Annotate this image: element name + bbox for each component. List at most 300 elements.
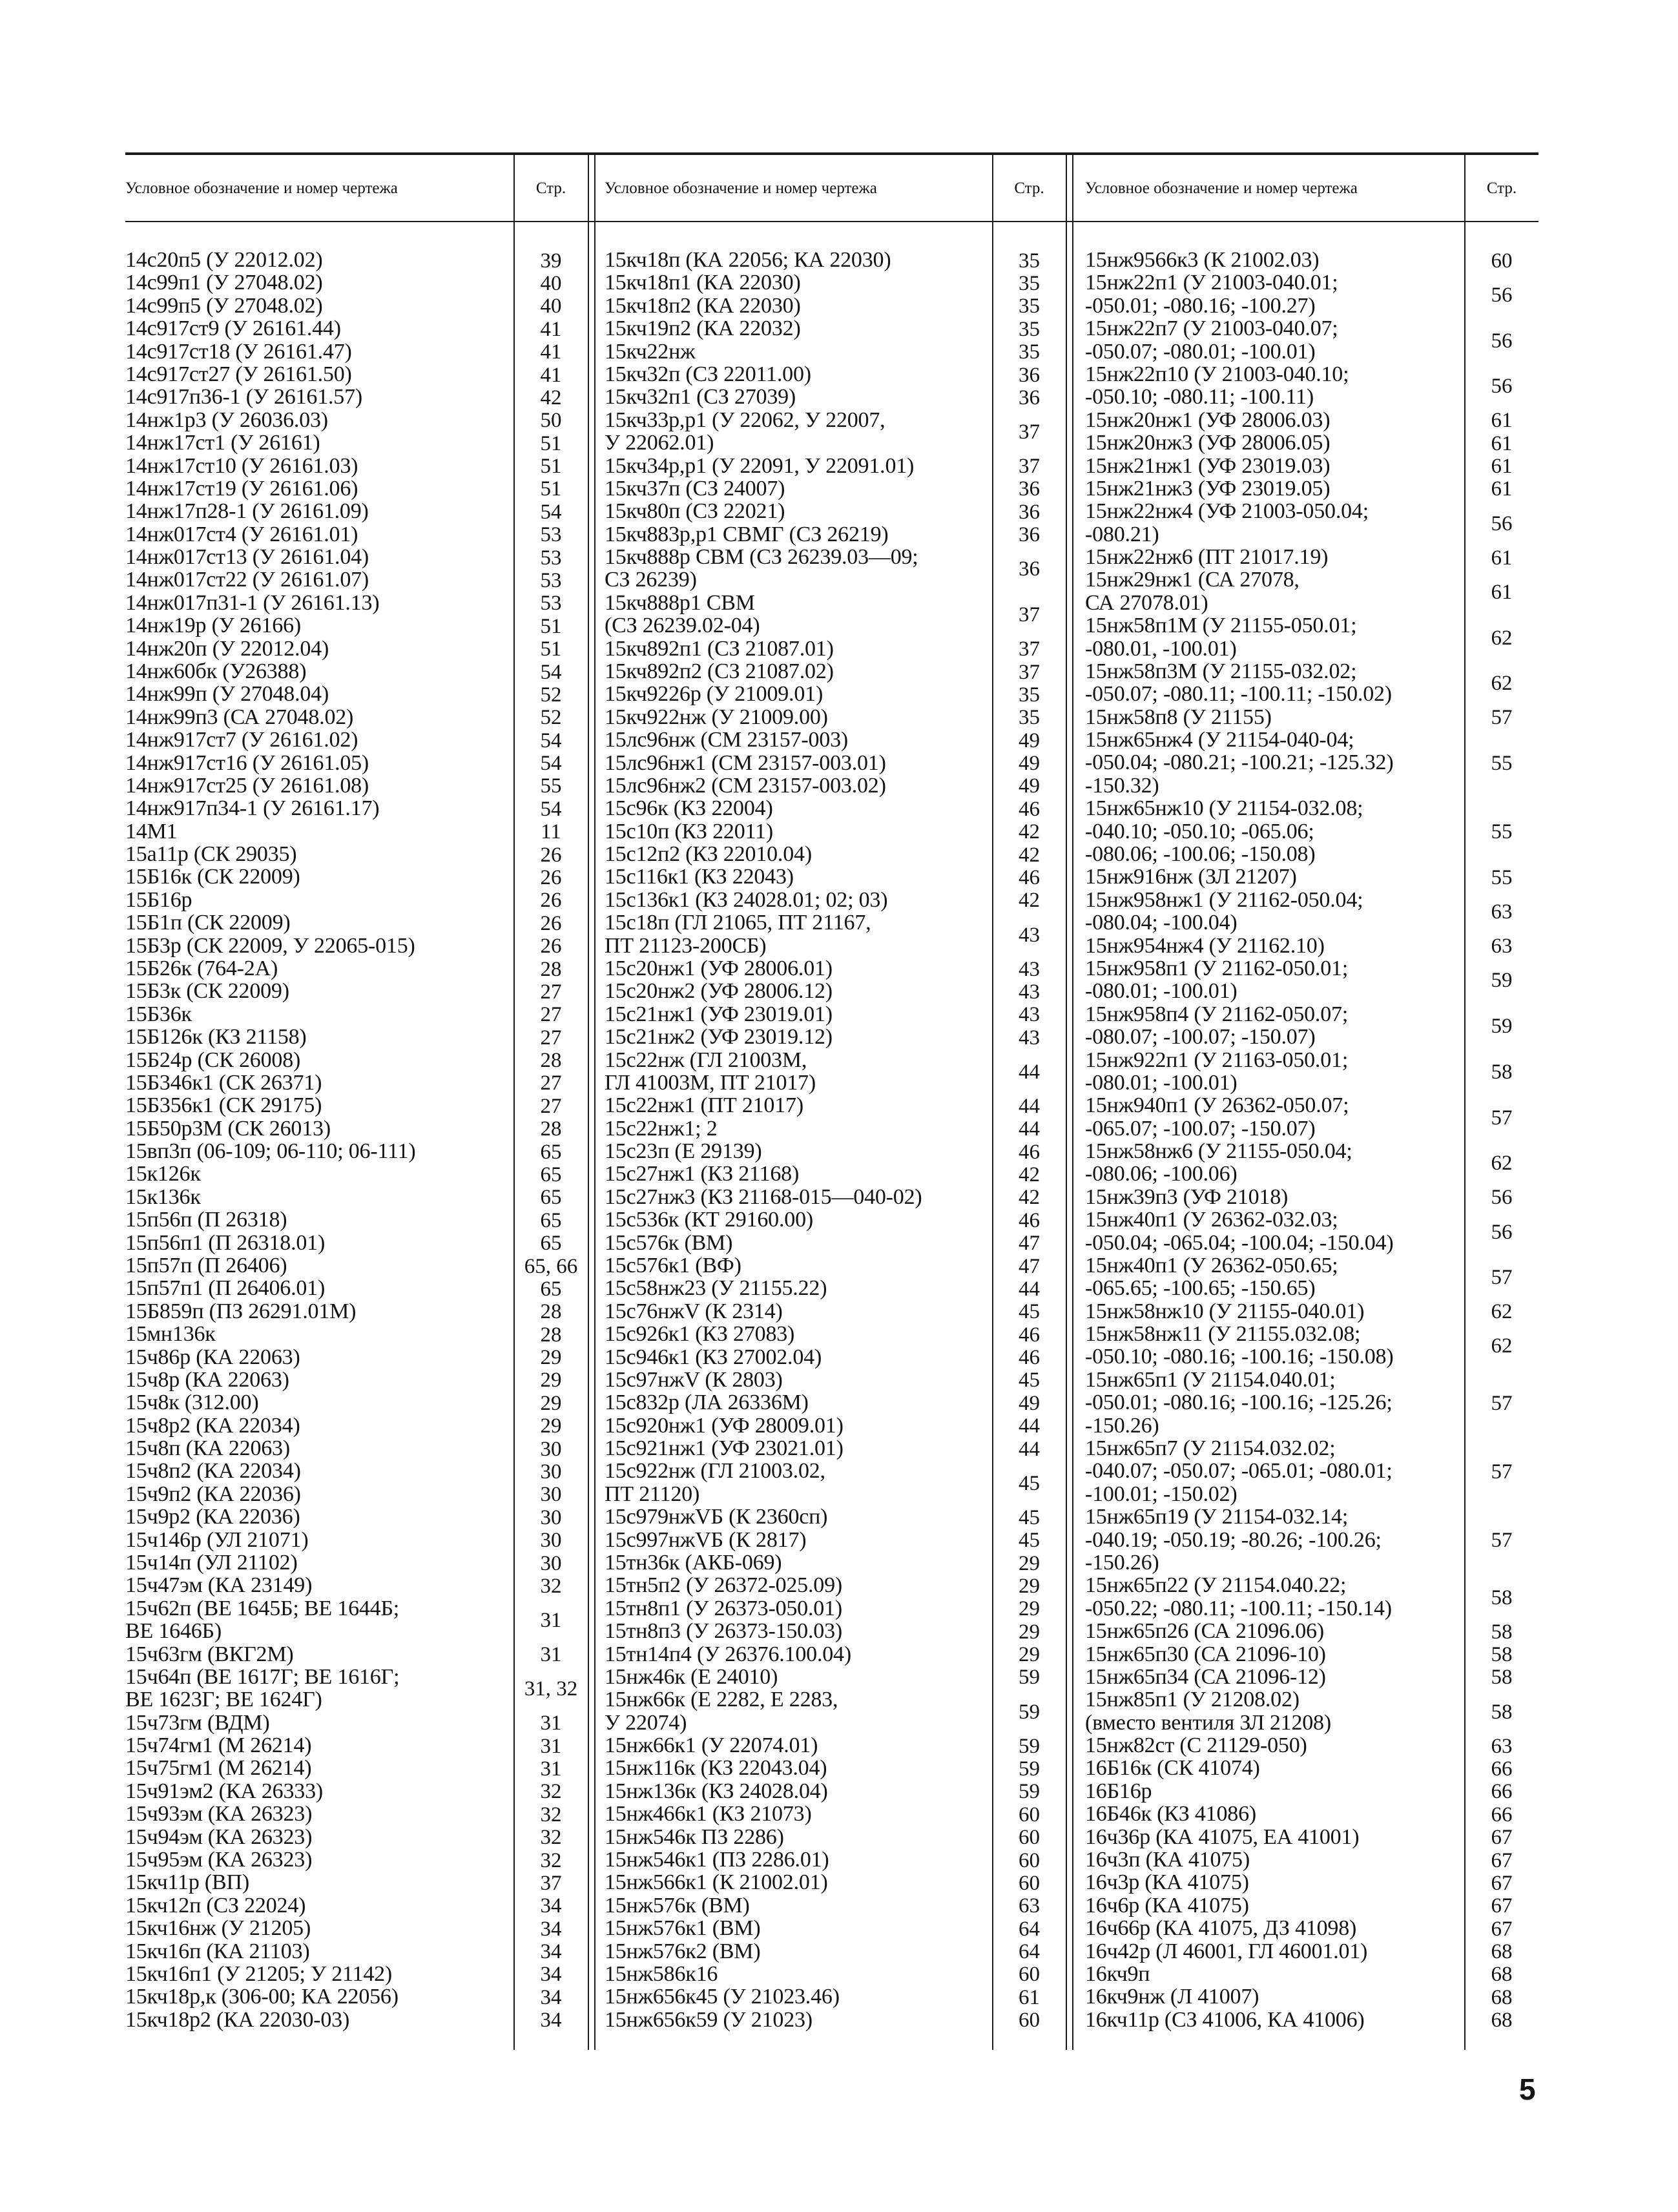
entry-page: 59 (1491, 969, 1513, 993)
entry-designation: 15нж65п26 (СА 21096.06) (1085, 1619, 1324, 1644)
entry-designation: 15нж21нж3 (УФ 23019.05) (1085, 476, 1331, 501)
entry-page: 30 (540, 1437, 562, 1461)
header-bottom-rule (125, 221, 1538, 222)
entry-designation: 16кч11р (СЗ 41006, КА 41006) (1085, 2007, 1365, 2032)
entry-designation: 14с917ст9 (У 26161.44) (125, 316, 341, 341)
entry-page: 58 (1491, 1620, 1513, 1644)
entry-page: 64 (1019, 1917, 1040, 1941)
entry-page: 61 (1491, 546, 1513, 570)
entry-designation: 15с926к1 (КЗ 27083) (605, 1322, 795, 1347)
index-row (125, 1575, 588, 1597)
entry-page: 61 (1491, 431, 1513, 455)
entry-designation: 15ч8п2 (КА 22034) (125, 1459, 301, 1483)
index-row (605, 1689, 1066, 1735)
index-row (605, 1004, 1066, 1026)
index-row (125, 661, 588, 683)
entry-page: 36 (1019, 363, 1040, 387)
page-number: 5 (1519, 2072, 1536, 2106)
index-row (125, 318, 588, 340)
entry-designation: 15нж916нж (ЗЛ 21207) (1085, 865, 1297, 889)
entry-designation: -080.06; -100.06; -150.08) (1085, 842, 1316, 866)
entry-page: 62 (1491, 1300, 1513, 1324)
entry-designation: 15нж65нж4 (У 21154-040-04; (1085, 728, 1354, 752)
entry-designation: 14М1 (125, 819, 178, 843)
entry-designation: -080.01, -100.01) (1085, 636, 1237, 661)
entry-designation: 15с21нж1 (УФ 23019.01) (605, 1002, 833, 1026)
entry-designation: 15нж22п7 (У 21003-040.07; (1085, 316, 1338, 341)
entry-page: 26 (540, 911, 562, 935)
entry-designation: 15ч9р2 (КА 22036) (125, 1505, 300, 1529)
entry-designation: ПТ 21123-200СБ) (605, 933, 767, 958)
col1-outer-divider-b (594, 152, 596, 2050)
entry-designation: 16кч9нж (Л 41007) (1085, 1985, 1259, 2009)
entry-page: 39 (540, 249, 562, 273)
entry-designation: 15с58нж23 (У 21155.22) (605, 1276, 827, 1301)
index-row (1085, 1620, 1538, 1643)
entry-page: 35 (1019, 272, 1040, 296)
index-row (605, 386, 1066, 409)
col2-title-header: Условное обозначение и номер чертежа (605, 180, 877, 197)
entry-designation: 15кч16нж (У 21205) (125, 1916, 311, 1941)
entry-page: 28 (540, 1049, 562, 1073)
entry-page: 60 (1019, 1826, 1040, 1850)
index-row (605, 2009, 1066, 2032)
entry-page: 32 (540, 1803, 562, 1826)
entry-designation: 15нж58нж6 (У 21155-050.04; (1085, 1139, 1352, 1163)
entry-page: 30 (540, 1551, 562, 1575)
entry-page: 27 (540, 1094, 562, 1118)
entry-designation: 16ч6р (КА 41075) (1085, 1893, 1249, 1917)
col2-outer-divider-b (1072, 152, 1073, 2050)
entry-designation: 15ч146р (УЛ 21071) (125, 1527, 309, 1552)
entry-page: 37 (1019, 455, 1040, 479)
entry-page: 41 (540, 363, 562, 387)
entry-page: 59 (1019, 1734, 1040, 1758)
entry-designation: 15Б356к1 (СК 29175) (125, 1093, 322, 1118)
entry-designation: 14с99п5 (У 27048.02) (125, 293, 323, 318)
entry-designation: 16ч3р (КА 41075) (1085, 1870, 1249, 1895)
entry-designation: 15ч8п (КА 22063) (125, 1436, 290, 1460)
entry-page: 64 (1019, 1940, 1040, 1964)
index-row (125, 1049, 588, 1072)
index-row (605, 1506, 1066, 1529)
entry-page: 31 (540, 1734, 562, 1758)
entry-designation: (вместо вентиля ЗЛ 21208) (1085, 1710, 1331, 1735)
entry-page: 28 (540, 1300, 562, 1324)
entry-designation: 15с22нж1 (ПТ 21017) (605, 1093, 803, 1118)
index-row (125, 1483, 588, 1506)
entry-designation: 15кч18р,к (306-00; КА 22056) (125, 1985, 399, 2009)
entry-page: 31 (540, 1609, 562, 1633)
index-row (125, 683, 588, 706)
index-row (605, 1963, 1066, 1986)
entry-designation: 15лс96нж1 (СМ 23157-003.01) (605, 750, 886, 775)
entry-page: 61 (1491, 455, 1513, 479)
index-row (605, 1895, 1066, 1917)
entry-page: 67 (1491, 1848, 1513, 1872)
entry-page: 36 (1019, 500, 1040, 524)
entry-page: 26 (540, 843, 562, 867)
entry-designation: 15Б16р (125, 887, 192, 912)
entry-designation: 15нж954нж4 (У 21162.10) (1085, 933, 1325, 958)
index-row (125, 1917, 588, 1940)
index-row (605, 866, 1066, 889)
entry-designation: -065.65; -100.65; -150.65) (1085, 1276, 1316, 1301)
entry-designation: 15ч8р (КА 22063) (125, 1367, 289, 1392)
entry-designation: 15п57п1 (П 26406.01) (125, 1276, 326, 1301)
entry-page: 27 (540, 1026, 562, 1049)
entry-page: 45 (1019, 1529, 1040, 1553)
entry-page: 45 (1019, 1505, 1040, 1529)
entry-page: 26 (540, 889, 562, 913)
entry-page: 60 (1019, 1803, 1040, 1826)
entry-designation: -080.04; -100.04) (1085, 911, 1238, 935)
entry-page: 27 (540, 1003, 562, 1027)
entry-page: 53 (540, 546, 562, 570)
index-row (1085, 798, 1538, 866)
entry-designation: -150.26) (1085, 1413, 1159, 1438)
entry-designation: 15ч62п (ВЕ 1645Б; ВЕ 1644Б; (125, 1596, 400, 1620)
entry-page: 49 (1019, 1391, 1040, 1415)
index-row (605, 1598, 1066, 1620)
index-row (1085, 1986, 1538, 2009)
entry-designation: 15мн136к (125, 1322, 216, 1347)
entry-designation: 14с20п5 (У 22012.02) (125, 248, 323, 272)
entry-page: 56 (1491, 1186, 1513, 1210)
entry-page: 35 (1019, 295, 1040, 318)
entry-designation: 14нж017ст13 (У 26161.04) (125, 545, 369, 569)
entry-designation: -100.01; -150.02) (1085, 1482, 1238, 1506)
entry-page: 61 (1019, 1985, 1040, 2009)
index-row (605, 707, 1066, 729)
entry-designation: 15кч18р2 (КА 22030-03) (125, 2007, 350, 2032)
index-row (605, 1026, 1066, 1049)
entry-page: 36 (1019, 523, 1040, 547)
entry-page: 37 (1019, 420, 1040, 444)
entry-page: 57 (1491, 1529, 1513, 1553)
entry-designation: 15ч93эм (КА 26323) (125, 1802, 313, 1826)
index-row (125, 455, 588, 478)
index-row (125, 409, 588, 432)
entry-page: 43 (1019, 957, 1040, 981)
index-row (605, 889, 1066, 912)
index-row (605, 1872, 1066, 1894)
entry-designation: 16Б16р (1085, 1779, 1152, 1803)
index-row (125, 1735, 588, 1757)
entry-page: 56 (1491, 512, 1513, 535)
entry-page: 55 (1491, 820, 1513, 844)
entry-designation: 15нж9566к3 (К 21002.03) (1085, 248, 1320, 272)
entry-designation: 14с99п1 (У 27048.02) (125, 271, 323, 295)
entry-designation: 14нж17ст1 (У 26161) (125, 431, 320, 455)
index-row (1085, 866, 1538, 889)
entry-page: 62 (1491, 1334, 1513, 1358)
entry-page: 44 (1019, 1117, 1040, 1141)
entry-designation: ВЕ 1646Б) (125, 1619, 222, 1644)
index-row (125, 524, 588, 546)
entry-designation: 15п57п (П 26406) (125, 1253, 287, 1277)
entry-page: 68 (1491, 1963, 1513, 1987)
entry-designation: -040.07; -050.07; -065.01; -080.01; (1085, 1459, 1393, 1483)
index-row (1085, 1141, 1538, 1186)
entry-designation: 15ч95эм (КА 26323) (125, 1847, 313, 1872)
entry-designation: 15нж958п4 (У 21162-050.07; (1085, 1002, 1349, 1026)
entry-designation: 14нж917ст25 (У 26161.08) (125, 773, 369, 798)
entry-designation: 14с917ст18 (У 26161.47) (125, 339, 352, 364)
entry-page: 46 (1019, 797, 1040, 821)
index-row (605, 1232, 1066, 1255)
entry-page: 45 (1019, 1300, 1040, 1324)
index-row (125, 1026, 588, 1049)
index-row (1085, 729, 1538, 798)
entry-designation: -080.06; -100.06) (1085, 1162, 1238, 1186)
index-row (605, 638, 1066, 661)
entry-designation: 15нж65п1 (У 21154.040.01; (1085, 1367, 1336, 1392)
entry-designation: 16ч42р (Л 46001, ГЛ 46001.01) (1085, 1939, 1368, 1963)
entry-page: 57 (1491, 1460, 1513, 1484)
entry-page: 52 (540, 706, 562, 730)
index-row (605, 1392, 1066, 1414)
index-row (1085, 501, 1538, 546)
index-row (125, 1232, 588, 1255)
index-row (125, 1506, 588, 1529)
entry-designation: -150.32) (1085, 773, 1159, 798)
entry-page: 30 (540, 1483, 562, 1507)
index-row (1085, 455, 1538, 478)
entry-designation: 14нж1р3 (У 26036.03) (125, 408, 328, 432)
index-row (1085, 546, 1538, 569)
entry-designation: 15нж546к ПЗ 2286) (605, 1824, 784, 1849)
entry-designation: 16Б16к (СК 41074) (1085, 1756, 1260, 1781)
index-row (605, 295, 1066, 318)
index-row (125, 432, 588, 455)
index-row (1085, 318, 1538, 364)
entry-designation: 15с10п (КЗ 22011) (605, 819, 773, 843)
index-row (605, 364, 1066, 386)
entry-page: 51 (540, 637, 562, 661)
entry-designation: -050.22; -080.11; -100.11; -150.14) (1085, 1596, 1392, 1620)
entry-designation: 15с97нжV (К 2803) (605, 1367, 783, 1392)
entry-page: 68 (1491, 1940, 1513, 1964)
index-row (1085, 615, 1538, 661)
entry-designation: -040.19; -050.19; -80.26; -100.26; (1085, 1527, 1382, 1552)
index-row (125, 1347, 588, 1369)
entry-designation: СА 27078.01) (1085, 590, 1208, 615)
index-row (125, 1895, 588, 1917)
index-row (125, 843, 588, 866)
entry-designation: 16ч3п (КА 41075) (1085, 1847, 1250, 1872)
entry-designation: 15кч32п (СЗ 22011.00) (605, 362, 811, 386)
index-row (125, 1712, 588, 1735)
index-row (1085, 1803, 1538, 1826)
entry-designation: 15тн8п3 (У 26373-150.03) (605, 1619, 842, 1644)
entry-page: 63 (1491, 1734, 1513, 1758)
entry-designation: 15нж546к1 (ПЗ 2286.01) (605, 1847, 829, 1872)
index-row (125, 546, 588, 569)
index-row (125, 1323, 588, 1346)
entry-designation: 15нж656к45 (У 21023.46) (605, 1985, 840, 2009)
index-row (1085, 958, 1538, 1004)
entry-designation: 15Б50р3М (СК 26013) (125, 1116, 331, 1141)
index-row (605, 1438, 1066, 1460)
index-row (605, 1323, 1066, 1346)
entry-page: 51 (540, 455, 562, 479)
entry-designation: 15ч64п (ВЕ 1617Г; ВЕ 1616Г; (125, 1664, 400, 1689)
index-row (125, 478, 588, 501)
entry-page: 54 (540, 752, 562, 776)
entry-page: 35 (1019, 340, 1040, 364)
entry-designation: -050.07; -080.11; -100.11; -150.02) (1085, 682, 1392, 707)
entry-designation: ВЕ 1623Г; ВЕ 1624Г) (125, 1688, 322, 1712)
entry-designation: -050.10; -080.11; -100.11) (1085, 385, 1314, 409)
entry-page: 59 (1019, 1700, 1040, 1724)
entry-page: 62 (1491, 1152, 1513, 1175)
entry-designation: ГЛ 41003М, ПТ 21017) (605, 1070, 816, 1095)
entry-designation: 16ч36р (КА 41075, ЕА 41001) (1085, 1824, 1360, 1849)
entry-designation: 14нж917ст16 (У 26161.05) (125, 750, 369, 775)
entry-page: 57 (1491, 706, 1513, 730)
entry-designation: 15нж566к1 (К 21002.01) (605, 1870, 828, 1895)
entry-designation: 15кч22нж (605, 339, 696, 364)
entry-designation: 15нж85п1 (У 21208.02) (1085, 1688, 1300, 1712)
entry-page: 46 (1019, 1323, 1040, 1347)
entry-page: 29 (1019, 1643, 1040, 1667)
entry-page: 67 (1491, 1894, 1513, 1918)
entry-designation: 15к136к (125, 1184, 201, 1209)
entry-designation: 15нж58нж11 (У 21155.032.08; (1085, 1322, 1361, 1347)
col3-page-header: Стр. (1486, 180, 1517, 197)
entry-designation: СЗ 26239) (605, 568, 697, 592)
entry-page: 65 (540, 1163, 562, 1187)
index-row (125, 386, 588, 409)
entry-page: 32 (540, 1826, 562, 1850)
entry-designation: 15нж65п30 (СА 21096-10) (1085, 1642, 1326, 1666)
entry-designation: 15лс96нж2 (СМ 23157-003.02) (605, 773, 886, 798)
entry-designation: 15нж22нж4 (УФ 21003-050.04; (1085, 499, 1369, 524)
entry-page: 58 (1491, 1700, 1513, 1724)
entry-page: 58 (1491, 1586, 1513, 1609)
index-row (125, 1849, 588, 1872)
entry-designation: 15кч80п (СЗ 22021) (605, 499, 785, 524)
entry-page: 66 (1491, 1780, 1513, 1804)
entry-designation: 14нж017ст22 (У 26161.07) (125, 568, 369, 592)
col1-page-header: Стр. (535, 180, 566, 197)
index-row (605, 1552, 1066, 1575)
index-row (605, 775, 1066, 798)
entry-page: 26 (540, 866, 562, 890)
entry-designation: -050.07; -080.01; -100.01) (1085, 339, 1316, 364)
index-row (1085, 2009, 1538, 2032)
entry-page: 60 (1019, 1963, 1040, 1987)
entry-designation: ПТ 21120) (605, 1482, 700, 1506)
entry-page: 26 (540, 935, 562, 958)
index-row (125, 1209, 588, 1232)
entry-page: 65, 66 (524, 1254, 578, 1278)
entry-designation: -150.26) (1085, 1550, 1159, 1575)
entry-designation: 15с116к1 (КЗ 22043) (605, 865, 794, 889)
entry-page: 29 (1019, 1551, 1040, 1575)
index-row (125, 775, 588, 798)
index-row (1085, 1781, 1538, 1803)
entry-designation: 15с20нж1 (УФ 28006.01) (605, 956, 833, 980)
entry-page: 34 (540, 1917, 562, 1941)
entry-page: 42 (1019, 1163, 1040, 1187)
entry-designation: 15Б24р (СК 26008) (125, 1048, 301, 1072)
entry-designation: 15Б346к1 (СК 26371) (125, 1070, 322, 1095)
entry-designation: 15кч32п1 (СЗ 27039) (605, 385, 796, 409)
index-row (1085, 1209, 1538, 1255)
entry-page: 63 (1491, 900, 1513, 924)
entry-page: 31 (540, 1643, 562, 1667)
entry-designation: 15ч91эм2 (КА 26333) (125, 1779, 323, 1803)
index-row (125, 1255, 588, 1277)
entry-designation: 15ч8к (312.00) (125, 1390, 259, 1415)
entry-page: 30 (540, 1460, 562, 1484)
index-row (1085, 1644, 1538, 1666)
index-row (125, 364, 588, 386)
index-row (605, 1941, 1066, 1963)
entry-designation: 15тн5п2 (У 26372-025.09) (605, 1573, 842, 1598)
entry-designation: 15кч888р СВМ (СЗ 26239.03—09; (605, 545, 918, 569)
entry-designation: 15нж958нж1 (У 21162-050.04; (1085, 887, 1363, 912)
index-row (125, 980, 588, 1003)
index-row (1085, 1049, 1538, 1095)
entry-designation: 15нж46к (Е 24010) (605, 1664, 778, 1689)
index-row (1085, 1735, 1538, 1757)
entry-designation: 15ч74гм1 (М 26214) (125, 1733, 312, 1757)
index-row (125, 1277, 588, 1300)
entry-page: 65 (540, 1277, 562, 1301)
entry-designation: 15нж22нж6 (ПТ 21017.19) (1085, 545, 1329, 569)
entry-page: 42 (540, 386, 562, 409)
entry-designation: 14нж19р (У 26166) (125, 614, 302, 638)
entry-designation: У 22074) (605, 1710, 687, 1735)
entry-designation: 15кч16п1 (У 21205; У 21142) (125, 1961, 393, 1986)
entry-page: 46 (1019, 866, 1040, 890)
entry-page: 37 (1019, 603, 1040, 627)
entry-page: 58 (1491, 1060, 1513, 1084)
index-row (125, 1826, 588, 1849)
entry-designation: -040.10; -050.10; -065.06; (1085, 819, 1314, 843)
entry-page: 29 (540, 1414, 562, 1438)
entry-designation: 15с27нж1 (КЗ 21168) (605, 1162, 800, 1186)
entry-designation: -050.04; -080.21; -100.21; -125.32) (1085, 750, 1394, 775)
index-row (605, 1209, 1066, 1232)
index-row (605, 341, 1066, 364)
entry-page: 27 (540, 1071, 562, 1095)
index-row (605, 524, 1066, 546)
entry-page: 58 (1491, 1643, 1513, 1667)
entry-designation: 15п56п1 (П 26318.01) (125, 1230, 326, 1255)
entry-designation: 15ч63гм (ВКГ2М) (125, 1642, 294, 1666)
index-row (605, 958, 1066, 980)
index-row (605, 980, 1066, 1003)
entry-designation: 15кч11р (ВП) (125, 1870, 250, 1895)
entry-page: 44 (1019, 1414, 1040, 1438)
entry-designation: 15Б1п (СК 22009) (125, 911, 291, 935)
entry-designation: 15ч86р (КА 22063) (125, 1345, 300, 1369)
index-row (125, 1552, 588, 1575)
entry-page: 34 (540, 1894, 562, 1918)
index-row (605, 1849, 1066, 1872)
index-row (1085, 1895, 1538, 1917)
entry-designation: 15ч94эм (КА 26323) (125, 1824, 313, 1849)
entry-designation: 14нж17п28-1 (У 26161.09) (125, 499, 369, 524)
index-row (1085, 1186, 1538, 1209)
entry-page: 34 (540, 2009, 562, 2032)
entry-designation: 15нж58п8 (У 21155) (1085, 705, 1272, 729)
index-row (605, 821, 1066, 843)
